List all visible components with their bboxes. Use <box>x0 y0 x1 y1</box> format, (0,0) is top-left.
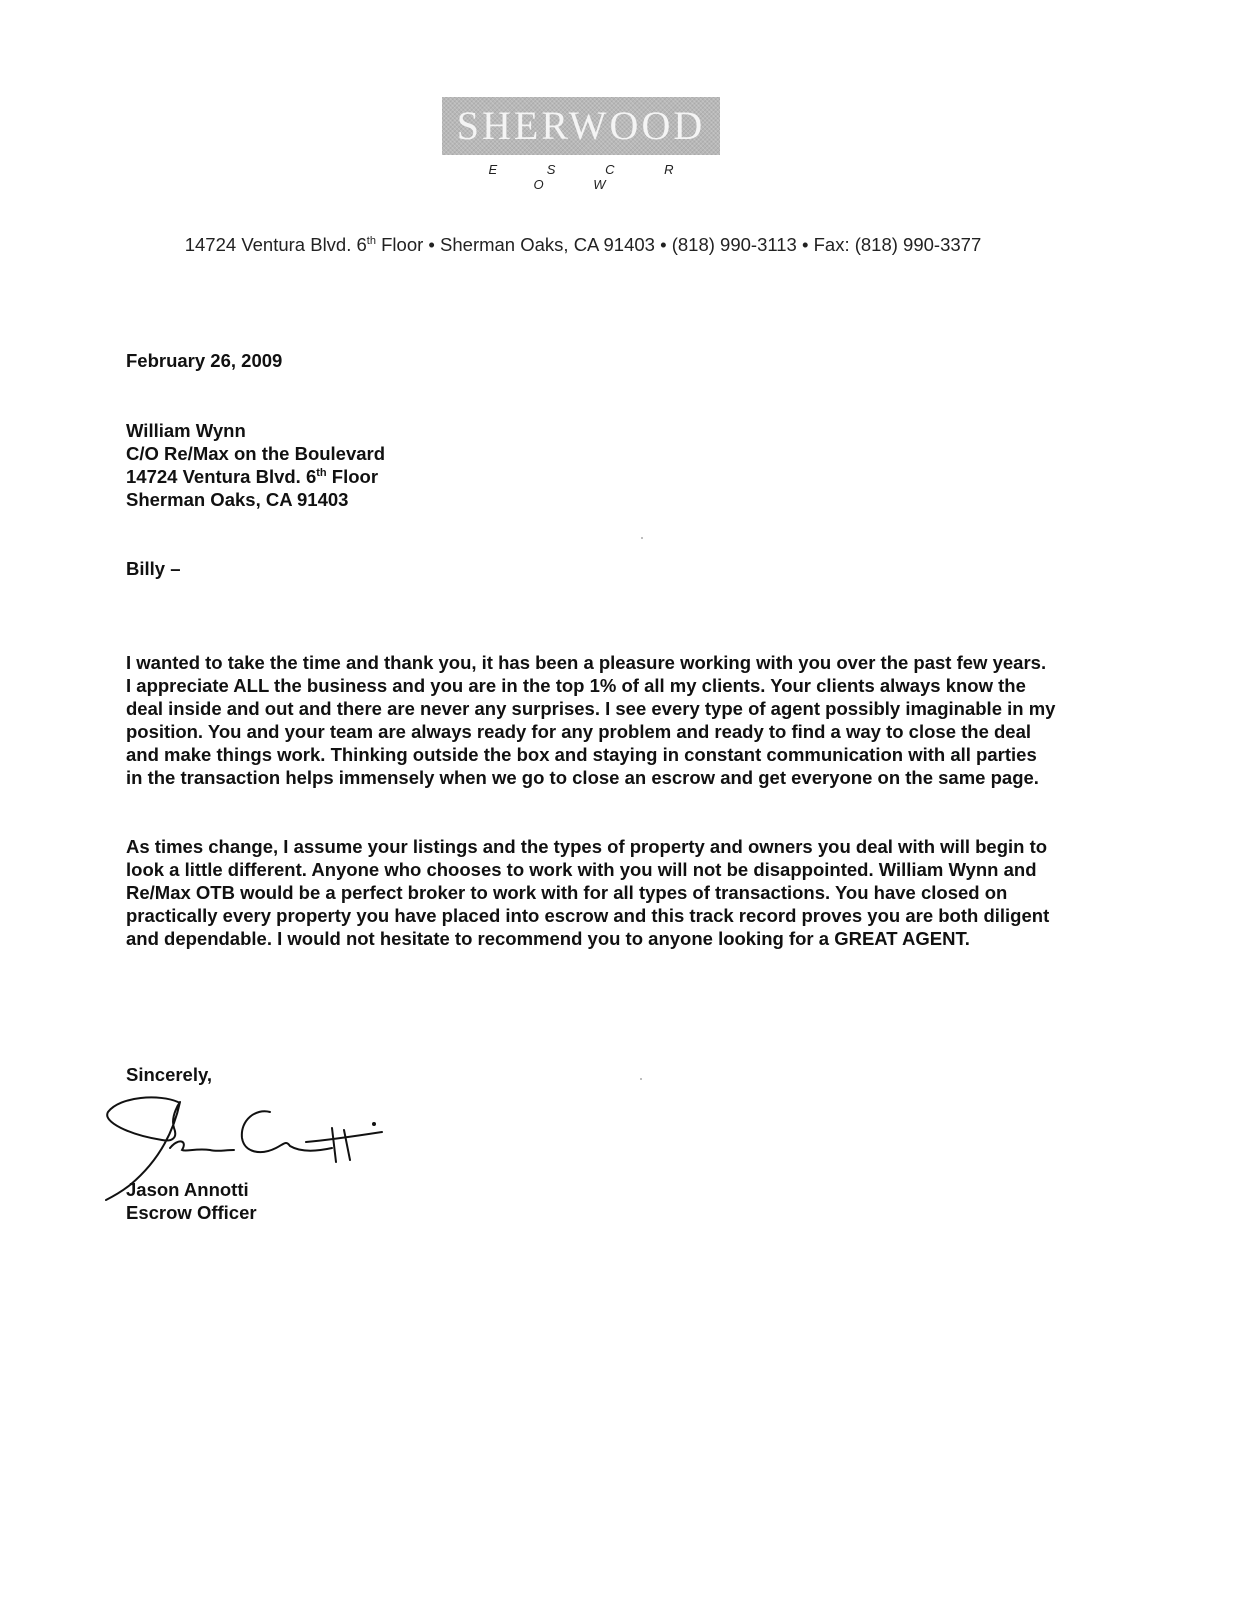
company-subtitle: E S C R O W <box>488 162 697 192</box>
salutation: Billy – <box>126 558 181 579</box>
letter-date: February 26, 2009 <box>126 350 283 371</box>
signer-title: Escrow Officer <box>126 1202 257 1223</box>
signer-block <box>126 1178 257 1224</box>
recipient-street-sup: th <box>316 466 327 479</box>
recipient-street <box>126 465 385 488</box>
letterhead-address <box>0 234 1166 256</box>
recipient-address-block <box>126 419 385 511</box>
signer-name: Jason Annotti <box>126 1179 249 1200</box>
scan-speck <box>640 1078 642 1080</box>
recipient-company: C/O Re/Max on the Boulevard <box>126 443 386 464</box>
body-paragraph-2: As times change, I assume your listings and the types of property and owners you deal with will begin to look a little different. Anyone who chooses to work with you will not be disappointed. William Wynn and Re/Max OTB would be a perfect broker to work with for all types of transactions. You have closed on practically every property you have placed into escrow and this track record proves you are both diligent and dependable. I would not hesitate to recommend you to anyone looking for a GREAT AGENT. <box>126 836 1050 949</box>
letterhead-address-prefix: 14724 Ventura Blvd. 6 <box>184 234 367 255</box>
letterhead-address-suffix: Floor • Sherman Oaks, CA 91403 • (818) 990-3113 • Fax: (818) 990-3377 <box>375 234 982 255</box>
recipient-street-suffix: Floor <box>326 466 379 487</box>
letterhead-address-sup: th <box>366 234 376 247</box>
company-name: SHERWOOD <box>456 103 706 148</box>
scan-speck <box>641 537 643 539</box>
closing: Sincerely, <box>126 1064 213 1085</box>
body-paragraph-1: I wanted to take the time and thank you, it has been a pleasure working with you over the past few years. I appreciate ALL the business and you are in the top 1% of all my clients. Your clients always know the deal inside and out and there are never any surprises. I see every type of agent possibly imaginable in my position. You and your team are always ready for any problem and ready to find a way to close the deal and make things work. Thinking outside the box and staying in constant communication with all parties in the transaction helps immensely when we go to close an escrow and get everyone on the same page. <box>126 652 1056 788</box>
recipient-street-prefix: 14724 Ventura Blvd. 6 <box>126 466 317 487</box>
recipient-city: Sherman Oaks, CA 91403 <box>126 489 349 510</box>
company-logo <box>442 97 720 155</box>
recipient-name: William Wynn <box>126 420 246 441</box>
